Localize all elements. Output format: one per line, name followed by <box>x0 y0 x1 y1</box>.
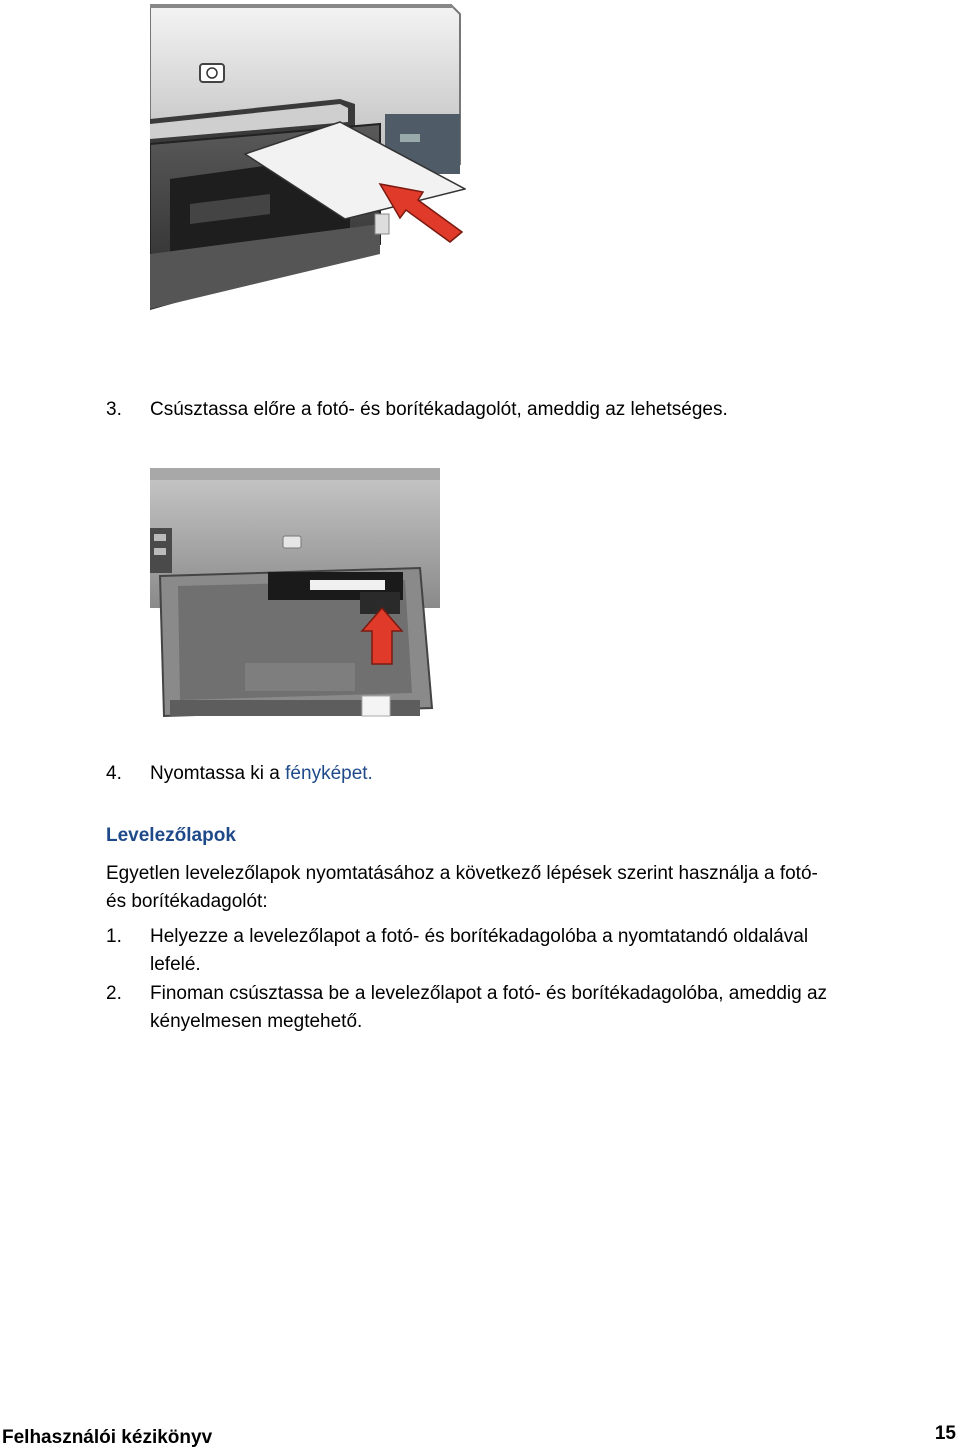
list-item <box>150 980 950 1036</box>
step-number: 4. <box>106 763 122 784</box>
step-text-prefix: Nyomtassa ki a <box>150 763 286 784</box>
step-text: Csúsztassa előre a fotó- és borítékadagolót, ameddig az lehetséges. <box>150 399 728 420</box>
page-number: 15 <box>934 1423 956 1444</box>
list-number: 1. <box>106 926 122 947</box>
list-number: 2. <box>106 983 122 1004</box>
section-heading: Levelezőlapok <box>106 825 236 846</box>
footer-title: Felhasználói kézikönyv <box>2 1427 213 1448</box>
intro-paragraph <box>106 860 936 916</box>
step-text <box>150 760 950 788</box>
list-item-line: Finoman csúsztassa be a levelezőlapot a fotó- és borítékadagolóba, ameddig az <box>150 983 828 1004</box>
list-item-line: kényelmesen megtehető. <box>150 1011 363 1032</box>
photo-print-link[interactable]: fényképet. <box>285 763 373 784</box>
list-item-line: Helyezze a levelezőlapot a fotó- és borítékadagolóba a nyomtatandó oldalával <box>150 926 809 947</box>
printer-insert-postcard-illustration <box>150 4 466 314</box>
intro-line: és borítékadagolót: <box>106 891 268 912</box>
step-number: 3. <box>106 399 122 420</box>
list-item-line: lefelé. <box>150 954 201 975</box>
list-item <box>150 923 950 979</box>
photo-envelope-feeder-illustration <box>150 468 440 718</box>
intro-line: Egyetlen levelezőlapok nyomtatásához a következő lépések szerint használja a fotó- <box>106 863 818 884</box>
